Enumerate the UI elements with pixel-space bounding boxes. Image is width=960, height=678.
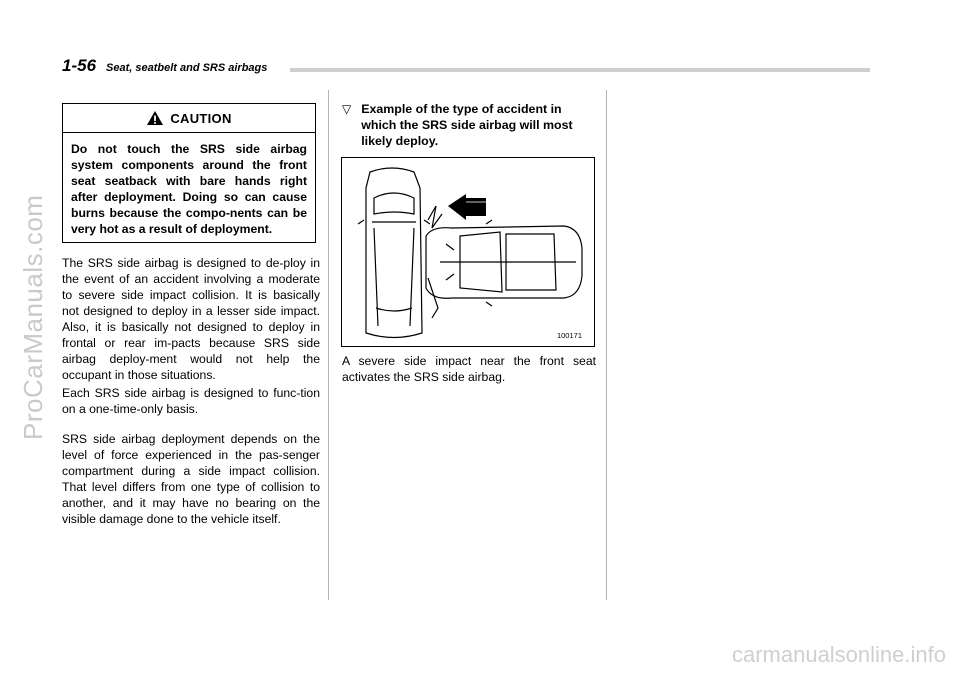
paragraph-one-time: Each SRS side airbag is designed to func-tion on a one-time-only basis. bbox=[62, 386, 320, 416]
paragraph-deploy-conditions: The SRS side airbag is designed to de-ploy in the event of an accident involving a moderate to severe side impact collision. It is basically not designed to deploy in a lesser side impact. Also, it is basically not designed to deploy in frontal or rear im-pacts because SRS side airbag deploy-ment would not help the occupant in those situations. bbox=[62, 256, 320, 382]
figure-code: 100171 bbox=[556, 331, 582, 340]
header-rule bbox=[290, 68, 870, 72]
side-watermark: ProCarManuals.com bbox=[18, 194, 48, 440]
triangle-marker: ▽ bbox=[342, 102, 352, 116]
column-divider-left bbox=[328, 90, 329, 600]
bottom-watermark: carmanualsonline.info bbox=[731, 642, 946, 667]
warning-triangle-icon bbox=[146, 110, 164, 126]
example-title: Example of the type of accident in which the SRS side airbag will most likely deploy. bbox=[361, 102, 573, 148]
caution-header bbox=[63, 104, 315, 133]
column-divider-right bbox=[606, 90, 607, 600]
page-number: 1-56 bbox=[62, 56, 97, 75]
paragraph-deployment-force: SRS side airbag deployment depends on the level of force experienced in the pas-senger compartment during a side impact collision. That level differs from one type of collision to another, and it may have no bearing on the visible damage done to the vehicle itself. bbox=[62, 432, 320, 526]
figure-caption: A severe side impact near the front seat activates the SRS side airbag. bbox=[342, 354, 596, 384]
example-heading bbox=[342, 101, 597, 149]
caution-title: CAUTION bbox=[170, 110, 232, 126]
section-title: Seat, seatbelt and SRS airbags bbox=[106, 62, 268, 74]
caution-text: Do not touch the SRS side airbag system components around the front seat seatback with bare hands right after deployment. Doing so can cause burns because the compo-nents can be very hot as a result of deployment. bbox=[71, 142, 307, 236]
side-impact-illustration bbox=[342, 158, 594, 346]
accident-figure bbox=[341, 157, 595, 347]
caution-box bbox=[62, 103, 316, 243]
